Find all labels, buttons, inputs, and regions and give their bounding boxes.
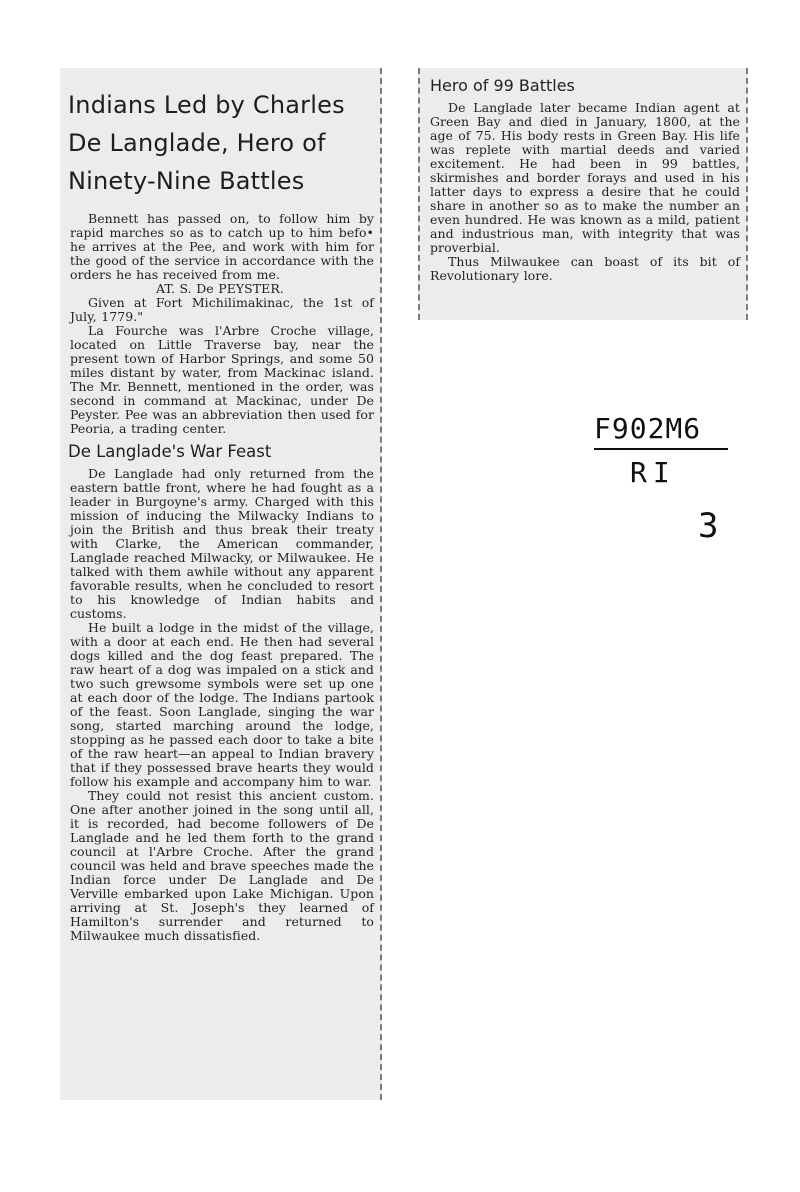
signature: AT. S. De PEYSTER. [156, 281, 284, 296]
handwritten-catalog-code: F902M6 [594, 412, 702, 445]
left-newspaper-clipping [60, 68, 382, 1100]
section-heading-war-feast: De Langlade's War Feast [68, 442, 272, 461]
headline-line-3: Ninety-Nine Battles [68, 167, 305, 195]
war-feast-paragraph: They could not resist this ancient custom. One after another joined in the song until all, it is recorded, had become followers of De Langlade and he led them forth to the grand council at l'Arbre Croche. After the grand council was held and brave speeches made the Indian force under De Langlade and De Verville embarked upon Lake Michigan. Upon arriving at St. Joseph's they learned of Hamilton's surrender and returned to Milwaukee much dissatisfied. [70, 788, 374, 943]
right-newspaper-clipping [418, 68, 748, 320]
left-article-body [60, 212, 380, 436]
la-fourche-paragraph: La Fourche was l'Arbre Croche village, located on Little Traverse bay, near the present town of Harbor Springs, and some 50 miles distant by water, from Mackinac island. The Mr. Bennett, mentioned in the order, was second in command at Mackinac, under De Peyster. Pee was an abbreviation then used for Peoria, a trading center. [70, 323, 374, 436]
hero-paragraph: Thus Milwaukee can boast of its bit of Revolutionary lore. [430, 254, 740, 283]
handwritten-underline [594, 448, 728, 450]
handwritten-page-number: 3 [698, 506, 719, 546]
hero-paragraph: De Langlade later became Indian agent at Green Bay and died in January, 1800, at the age of 75. His body rests in Green Bay. His life was replete with martial deeds and varied excitement. He had been in 99 battles, skirmishes and border forays and used in his latter days to express a desire that he could share in another so as to make the number an even hundred. He was known as a mild, patient and industrious man, with integrity that was proverbial. [430, 100, 740, 255]
handwritten-initials: RI [630, 456, 676, 489]
headline-line-1: Indians Led by Charles [68, 91, 345, 119]
headline-line-2: De Langlade, Hero of [68, 129, 326, 157]
section-heading-hero: Hero of 99 Battles [430, 76, 575, 95]
right-article-body [420, 101, 746, 283]
war-feast-paragraph: He built a lodge in the midst of the village, with a door at each end. He then had several dogs killed and the dog feast prepared. The raw heart of a dog was impaled on a stick and two such grewsome symbols were set up one at each door of the lodge. The Indians partook of the feast. Soon Langlade, singing the war song, started marching around the lodge, stopping as he passed each door to take a bite of the raw heart—an appeal to Indian bravery that if they possessed brave hearts they would follow his example and accompany him to war. [70, 620, 374, 789]
given-at-line: Given at Fort Michilimakinac, the 1st of July, 1779." [70, 295, 374, 324]
intro-paragraph: Bennett has passed on, to follow him by rapid marches so as to catch up to him befo• he arrives at the Pee, and work with him for the good of the service in accordance with the orders he has received from me. [70, 211, 374, 282]
war-feast-body [60, 467, 380, 943]
war-feast-paragraph: De Langlade had only returned from the eastern battle front, where he had fought as a leader in Burgoyne's army. Charged with this mission of inducing the Milwacky Indians to join the British and thus break their treaty with Clarke, the American commander, Langlade reached Milwacky, or Milwaukee. He talked with them awhile without any apparent favorable results, when he concluded to resort to his knowledge of Indian habits and customs. [70, 466, 374, 621]
article-headline [68, 86, 380, 200]
